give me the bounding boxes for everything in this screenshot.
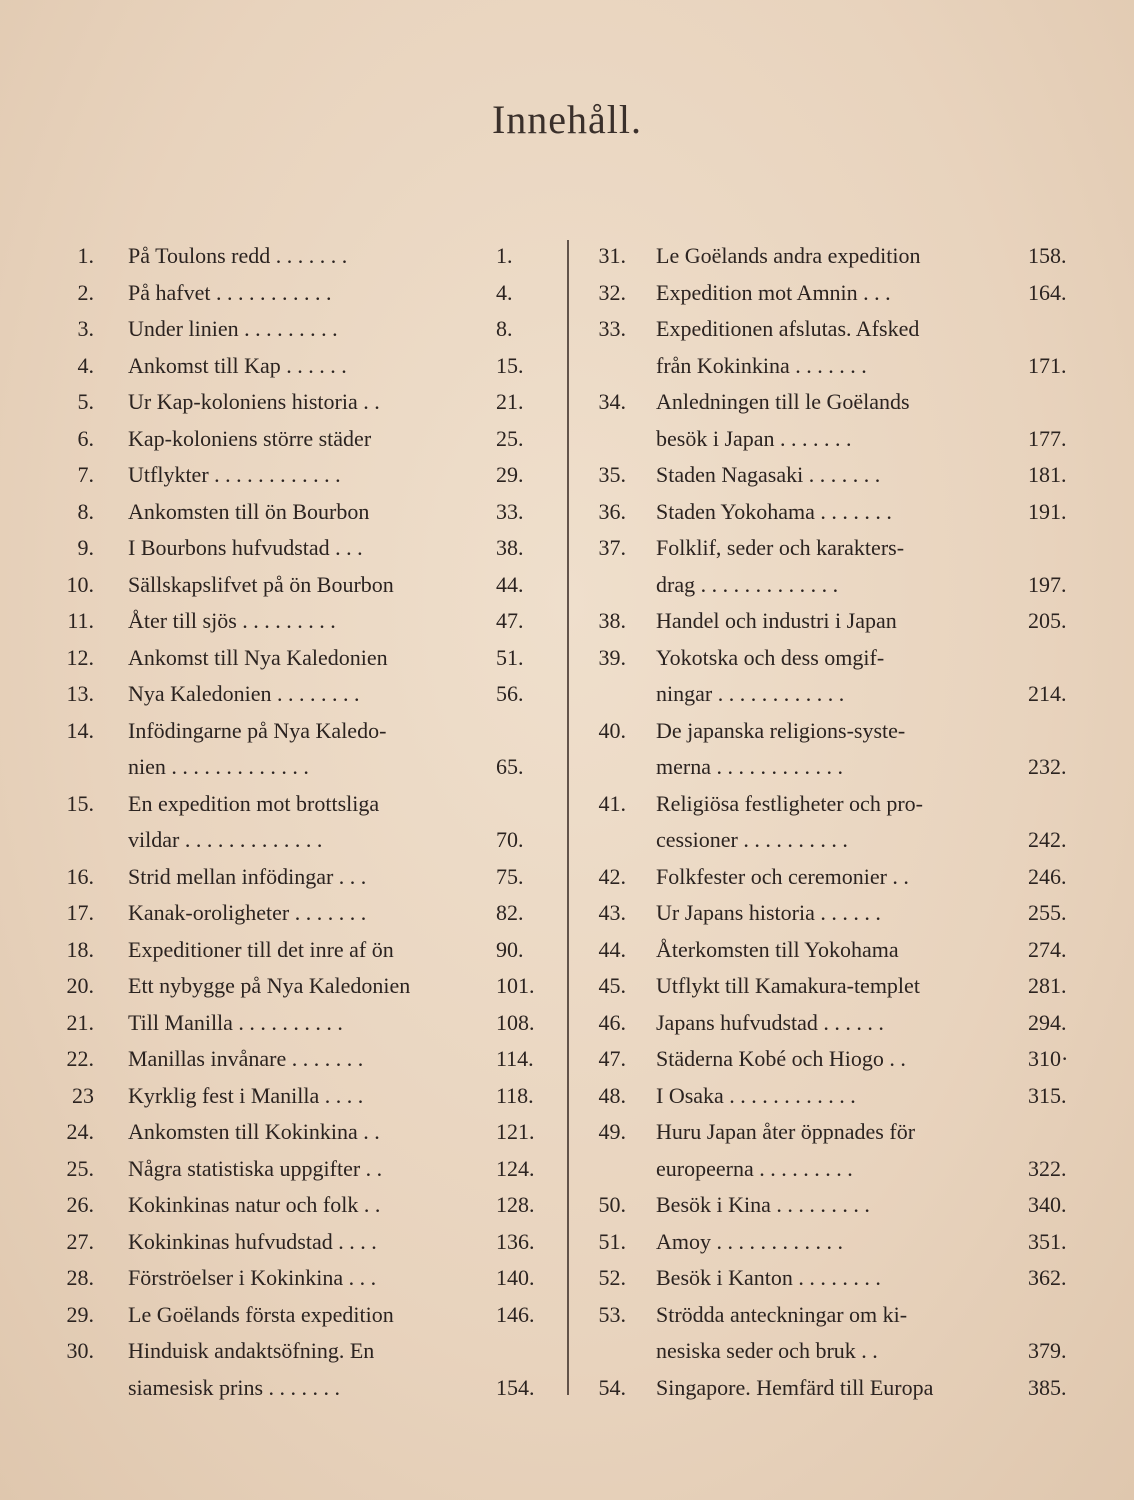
- toc-entry: [48, 968, 558, 1005]
- toc-entry: [48, 457, 558, 494]
- toc-left-column: [48, 238, 558, 1406]
- toc-entry-title: Expeditioner till det inre af ön: [128, 936, 394, 962]
- toc-entry-number: 38.: [598, 608, 626, 633]
- toc-entry-title: I Osaka . . . . . . . . . . . .: [656, 1082, 856, 1108]
- toc-entry: [582, 457, 1082, 494]
- toc-entry-number: 4.: [77, 352, 94, 378]
- toc-entry-number: 10.: [66, 571, 94, 597]
- toc-entry-number: 33.: [598, 316, 626, 341]
- toc-entry: [582, 494, 1082, 531]
- toc-entry-title: Religiösa festligheter och pro-: [656, 790, 923, 816]
- toc-entry-page: 255.: [1028, 900, 1067, 925]
- toc-entry-title: Strödda anteckningar om ki-: [656, 1301, 908, 1327]
- toc-entry-title: nesiska seder och bruk . .: [656, 1338, 878, 1363]
- toc-entry: [48, 1333, 558, 1370]
- toc-entry-page: 1.: [496, 243, 513, 268]
- toc-entry-page: 44.: [496, 571, 524, 597]
- toc-entry-number: 18.: [66, 936, 94, 962]
- toc-entry-number: 30.: [66, 1338, 94, 1363]
- toc-entry-title: Amoy . . . . . . . . . . . .: [656, 1228, 843, 1254]
- toc-entry: [582, 968, 1082, 1005]
- toc-entry: [48, 494, 558, 531]
- toc-entry-title: Besök i Kanton . . . . . . . .: [656, 1265, 881, 1290]
- toc-entry-title: Ett nybygge på Nya Kaledonien: [128, 973, 411, 998]
- toc-entry-title: Utflykt till Kamakura-templet: [656, 973, 920, 998]
- column-divider: [567, 240, 569, 1395]
- toc-entry-number: 16.: [66, 863, 94, 889]
- toc-entry-number: 54.: [598, 1374, 626, 1400]
- toc-entry: [48, 1260, 558, 1297]
- toc-entry-page: 351.: [1028, 1228, 1067, 1254]
- toc-entry-page: 136.: [496, 1228, 535, 1254]
- toc-entry-title: besök i Japan . . . . . . .: [656, 425, 852, 451]
- toc-entry: [582, 567, 1082, 604]
- toc-entry: [48, 640, 558, 677]
- toc-entry-title: Staden Nagasaki . . . . . . .: [656, 462, 881, 487]
- toc-entry-number: 26.: [66, 1192, 94, 1217]
- toc-entry-page: 385.: [1028, 1374, 1067, 1400]
- toc-entry-page: 101.: [496, 973, 535, 998]
- toc-entry-title: Besök i Kina . . . . . . . . .: [656, 1192, 870, 1217]
- toc-entry-title: merna . . . . . . . . . . . .: [656, 754, 843, 779]
- toc-entry-page: 15.: [496, 352, 524, 378]
- toc-entry-title: På hafvet . . . . . . . . . . .: [128, 279, 332, 305]
- toc-entry-number: 49.: [598, 1119, 626, 1144]
- toc-entry-number: 41.: [598, 790, 626, 816]
- toc-entry-title: Ur Japans historia . . . . . .: [656, 900, 881, 925]
- toc-entry: [582, 749, 1082, 786]
- toc-entry-title: Ankomst till Nya Kaledonien: [128, 644, 388, 670]
- toc-entry-title: En expedition mot brottsliga: [128, 790, 380, 816]
- toc-entry-page: 281.: [1028, 973, 1067, 998]
- toc-entry-title: Huru Japan åter öppnades för: [656, 1119, 916, 1144]
- toc-entry-title: På Toulons redd . . . . . . .: [128, 243, 348, 268]
- toc-entry-title: Förströelser i Kokinkina . . .: [128, 1265, 377, 1290]
- toc-entry-number: 46.: [598, 1009, 626, 1035]
- toc-entry-title: Några statistiska uppgifter . .: [128, 1155, 383, 1181]
- toc-entry-number: 13.: [66, 681, 94, 706]
- toc-entry-page: 118.: [496, 1082, 534, 1108]
- toc-entry-title: Kanak-oroligheter . . . . . . .: [128, 900, 367, 925]
- toc-entry-title: Kap-koloniens större städer: [128, 425, 372, 451]
- toc-entry-title: Utflykter . . . . . . . . . . . .: [128, 462, 341, 487]
- toc-entry-title: Folklif, seder och karakters-: [656, 535, 905, 560]
- toc-entry-page: 214.: [1028, 681, 1067, 706]
- toc-entry-number: 37.: [598, 535, 626, 560]
- toc-entry-title: Ankomst till Kap . . . . . .: [128, 352, 347, 378]
- toc-entry: [48, 1078, 558, 1115]
- toc-entry-page: 29.: [496, 462, 524, 487]
- toc-entry-page: 38.: [496, 535, 524, 560]
- toc-entry: [48, 348, 558, 385]
- toc-entry-number: 36.: [598, 498, 626, 524]
- toc-entry-page: 70.: [496, 827, 524, 852]
- toc-entry-page: 90.: [496, 936, 524, 962]
- toc-entry-number: 50.: [598, 1192, 626, 1217]
- toc-entry-page: 310·: [1028, 1046, 1069, 1071]
- toc-entry: [582, 348, 1082, 385]
- toc-entry: [48, 1041, 558, 1078]
- toc-entry: [48, 822, 558, 859]
- toc-entry-number: 21.: [66, 1009, 94, 1035]
- toc-entry: [582, 1005, 1082, 1042]
- toc-entry: [48, 567, 558, 604]
- toc-entry-title: från Kokinkina . . . . . . .: [656, 352, 867, 378]
- toc-entry-number: 1.: [77, 243, 94, 268]
- toc-entry-number: 48.: [598, 1082, 626, 1108]
- toc-entry-number: 12.: [66, 644, 94, 670]
- toc-entry-page: 294.: [1028, 1009, 1067, 1035]
- toc-entry: [48, 238, 558, 275]
- toc-entry-page: 8.: [496, 316, 513, 341]
- toc-entry: [582, 1260, 1082, 1297]
- toc-entry-number: 40.: [598, 717, 626, 743]
- toc-entry: [582, 640, 1082, 677]
- toc-entry: [582, 530, 1082, 567]
- toc-entry: [48, 275, 558, 312]
- toc-entry-title: Le Goëlands första expedition: [128, 1301, 394, 1327]
- toc-entry-number: 28.: [66, 1265, 94, 1290]
- toc-entry: [582, 1114, 1082, 1151]
- toc-entry-page: 47.: [496, 608, 524, 633]
- toc-entry-title: Åter till sjös . . . . . . . . .: [128, 608, 336, 633]
- toc-entry-page: 322.: [1028, 1155, 1067, 1181]
- toc-right-column: [582, 238, 1082, 1406]
- toc-entry: [48, 1297, 558, 1334]
- toc-entry-title: I Bourbons hufvudstad . . .: [128, 535, 363, 560]
- toc-entry-page: 124.: [496, 1155, 535, 1181]
- toc-entry-number: 8.: [77, 498, 94, 524]
- toc-entry-page: 65.: [496, 754, 524, 779]
- toc-entry-number: 32.: [598, 279, 626, 305]
- toc-entry-title: Expeditionen afslutas. Afsked: [656, 316, 920, 341]
- toc-entry-page: 164.: [1028, 279, 1067, 305]
- toc-entry-title: Kokinkinas hufvudstad . . . .: [128, 1228, 377, 1254]
- toc-entry-title: Staden Yokohama . . . . . . .: [656, 498, 892, 524]
- toc-entry-number: 42.: [598, 863, 626, 889]
- toc-entry-number: 47.: [598, 1046, 626, 1071]
- toc-entry-page: 191.: [1028, 498, 1067, 524]
- toc-entry: [582, 603, 1082, 640]
- toc-entry-title: De japanska religions-syste-: [656, 717, 906, 743]
- toc-entry: [48, 1370, 558, 1407]
- toc-entry: [48, 421, 558, 458]
- toc-entry-number: 14.: [66, 717, 94, 743]
- toc-entry-page: 181.: [1028, 462, 1067, 487]
- toc-entry-title: Återkomsten till Yokohama: [656, 936, 899, 962]
- toc-entry: [582, 1333, 1082, 1370]
- toc-entry: [48, 895, 558, 932]
- toc-entry-page: 108.: [496, 1009, 535, 1035]
- toc-entry-title: Manillas invånare . . . . . . .: [128, 1046, 364, 1071]
- toc-entry-page: 379.: [1028, 1338, 1067, 1363]
- toc-entry: [48, 749, 558, 786]
- toc-entry-title: Hinduisk andaktsöfning. En: [128, 1338, 375, 1363]
- toc-entry-page: 56.: [496, 681, 524, 706]
- toc-entry-title: Expedition mot Amnin . . .: [656, 279, 891, 305]
- toc-entry: [582, 1151, 1082, 1188]
- toc-entry: [48, 1151, 558, 1188]
- toc-entry-number: 53.: [598, 1301, 626, 1327]
- toc-entry-page: 114.: [496, 1046, 534, 1071]
- toc-entry: [582, 932, 1082, 969]
- toc-entry-number: 44.: [598, 936, 626, 962]
- toc-entry-page: 274.: [1028, 936, 1067, 962]
- toc-entry-page: 197.: [1028, 571, 1067, 597]
- toc-entry-number: 11.: [67, 608, 94, 633]
- toc-entry-number: 45.: [598, 973, 626, 998]
- toc-entry: [48, 1224, 558, 1261]
- toc-entry-page: 21.: [496, 389, 524, 414]
- toc-entry-page: 177.: [1028, 425, 1067, 451]
- toc-entry-number: 39.: [598, 644, 626, 670]
- toc-entry-number: 52.: [598, 1265, 626, 1290]
- toc-entry: [582, 676, 1082, 713]
- toc-entry-page: 171.: [1028, 352, 1067, 378]
- toc-entry: [48, 786, 558, 823]
- toc-entry-page: 362.: [1028, 1265, 1067, 1290]
- toc-entry-title: Ur Kap-koloniens historia . .: [128, 389, 380, 414]
- toc-entry: [48, 1005, 558, 1042]
- toc-entry-title: Handel och industri i Japan: [656, 608, 897, 633]
- toc-entry: [582, 1297, 1082, 1334]
- toc-entry-number: 31.: [598, 243, 626, 268]
- toc-entry-title: Singapore. Hemfärd till Europa: [656, 1374, 934, 1400]
- toc-entry: [48, 932, 558, 969]
- toc-entry-page: 232.: [1028, 754, 1067, 779]
- toc-entry: [48, 1114, 558, 1151]
- toc-entry-title: Ankomsten till Kokinkina . .: [128, 1119, 380, 1144]
- toc-entry-page: 246.: [1028, 863, 1067, 889]
- toc-entry-title: vildar . . . . . . . . . . . . .: [128, 827, 323, 852]
- toc-entry-title: Le Goëlands andra expedition: [656, 243, 921, 268]
- toc-entry-number: 3.: [77, 316, 94, 341]
- toc-entry-title: Anledningen till le Goëlands: [656, 389, 910, 414]
- toc-entry-page: 33.: [496, 498, 524, 524]
- toc-entry-page: 128.: [496, 1192, 535, 1217]
- toc-entry-title: Japans hufvudstad . . . . . .: [656, 1009, 884, 1035]
- toc-entry-number: 51.: [598, 1228, 626, 1254]
- toc-entry-title: Under linien . . . . . . . . .: [128, 316, 338, 341]
- toc-entry: [582, 713, 1082, 750]
- toc-entry-number: 20.: [66, 973, 94, 998]
- toc-entry-number: 22.: [66, 1046, 94, 1071]
- toc-entry: [582, 421, 1082, 458]
- toc-entry-number: 15.: [66, 790, 94, 816]
- toc-entry: [48, 713, 558, 750]
- toc-entry-number: 29.: [66, 1301, 94, 1327]
- toc-entry: [582, 1187, 1082, 1224]
- toc-entry-title: Ankomsten till ön Bourbon: [128, 498, 370, 524]
- toc-entry-page: 82.: [496, 900, 524, 925]
- toc-entry: [48, 311, 558, 348]
- toc-entry: [582, 311, 1082, 348]
- toc-entry: [582, 859, 1082, 896]
- toc-entry-page: 121.: [496, 1119, 535, 1144]
- toc-entry: [582, 786, 1082, 823]
- toc-entry-page: 158.: [1028, 243, 1067, 268]
- toc-entry: [48, 603, 558, 640]
- toc-entry-number: 5.: [77, 389, 94, 414]
- toc-entry-title: Kokinkinas natur och folk . .: [128, 1192, 381, 1217]
- toc-entry-page: 340.: [1028, 1192, 1067, 1217]
- toc-entry: [582, 1041, 1082, 1078]
- toc-entry-page: 154.: [496, 1374, 535, 1400]
- toc-entry-title: europeerna . . . . . . . . .: [656, 1155, 853, 1181]
- toc-entry-title: drag . . . . . . . . . . . . .: [656, 571, 839, 597]
- toc-entry: [582, 275, 1082, 312]
- toc-entry-number: 7.: [77, 462, 94, 487]
- toc-entry: [582, 1224, 1082, 1261]
- toc-entry: [582, 1370, 1082, 1407]
- toc-entry-number: 25.: [66, 1155, 94, 1181]
- toc-entry-number: 2.: [77, 279, 94, 305]
- toc-entry-page: 205.: [1028, 608, 1067, 633]
- toc-entry: [582, 895, 1082, 932]
- toc-entry: [48, 676, 558, 713]
- toc-entry-title: ningar . . . . . . . . . . . .: [656, 681, 845, 706]
- toc-entry-title: Till Manilla . . . . . . . . . .: [128, 1009, 343, 1035]
- toc-entry: [582, 822, 1082, 859]
- toc-entry-title: Sällskapslifvet på ön Bourbon: [128, 571, 394, 597]
- toc-entry-number: 17.: [66, 900, 94, 925]
- toc-entry-title: nien . . . . . . . . . . . . .: [128, 754, 309, 779]
- toc-entry-title: Kyrklig fest i Manilla . . . .: [128, 1082, 364, 1108]
- toc-entry-page: 4.: [496, 279, 513, 305]
- toc-entry-title: Yokotska och dess omgif-: [656, 644, 885, 670]
- toc-entry: [48, 1187, 558, 1224]
- toc-entry-title: siamesisk prins . . . . . . .: [128, 1374, 341, 1400]
- toc-entry-page: 75.: [496, 863, 524, 889]
- toc-entry: [48, 530, 558, 567]
- toc-entry-title: Nya Kaledonien . . . . . . . .: [128, 681, 360, 706]
- toc-entry-title: Strid mellan infödingar . . .: [128, 863, 367, 889]
- toc-entry-title: cessioner . . . . . . . . . .: [656, 827, 848, 852]
- toc-entry-number: 23: [72, 1082, 94, 1108]
- toc-entry: [48, 859, 558, 896]
- toc-entry-number: 34.: [598, 389, 626, 414]
- toc-entry-page: 51.: [496, 644, 524, 670]
- toc-entry-title: Städerna Kobé och Hiogo . .: [656, 1046, 906, 1071]
- toc-entry-title: Infödingarne på Nya Kaledo-: [128, 717, 387, 743]
- toc-entry: [582, 1078, 1082, 1115]
- toc-entry-number: 35.: [598, 462, 626, 487]
- toc-entry-number: 43.: [598, 900, 626, 925]
- toc-entry-page: 25.: [496, 425, 524, 451]
- toc-entry: [48, 384, 558, 421]
- toc-entry-page: 140.: [496, 1265, 535, 1290]
- toc-entry-number: 6.: [77, 425, 94, 451]
- toc-entry: [582, 384, 1082, 421]
- toc-entry-title: Folkfester och ceremonier . .: [656, 863, 909, 889]
- toc-entry-page: 315.: [1028, 1082, 1067, 1108]
- toc-entry-number: 24.: [66, 1119, 94, 1144]
- toc-entry-number: 27.: [66, 1228, 94, 1254]
- toc-entry: [582, 238, 1082, 275]
- toc-entry-page: 242.: [1028, 827, 1067, 852]
- page-title: Innehåll.: [491, 97, 643, 142]
- toc-entry-page: 146.: [496, 1301, 535, 1327]
- toc-entry-number: 9.: [77, 535, 94, 560]
